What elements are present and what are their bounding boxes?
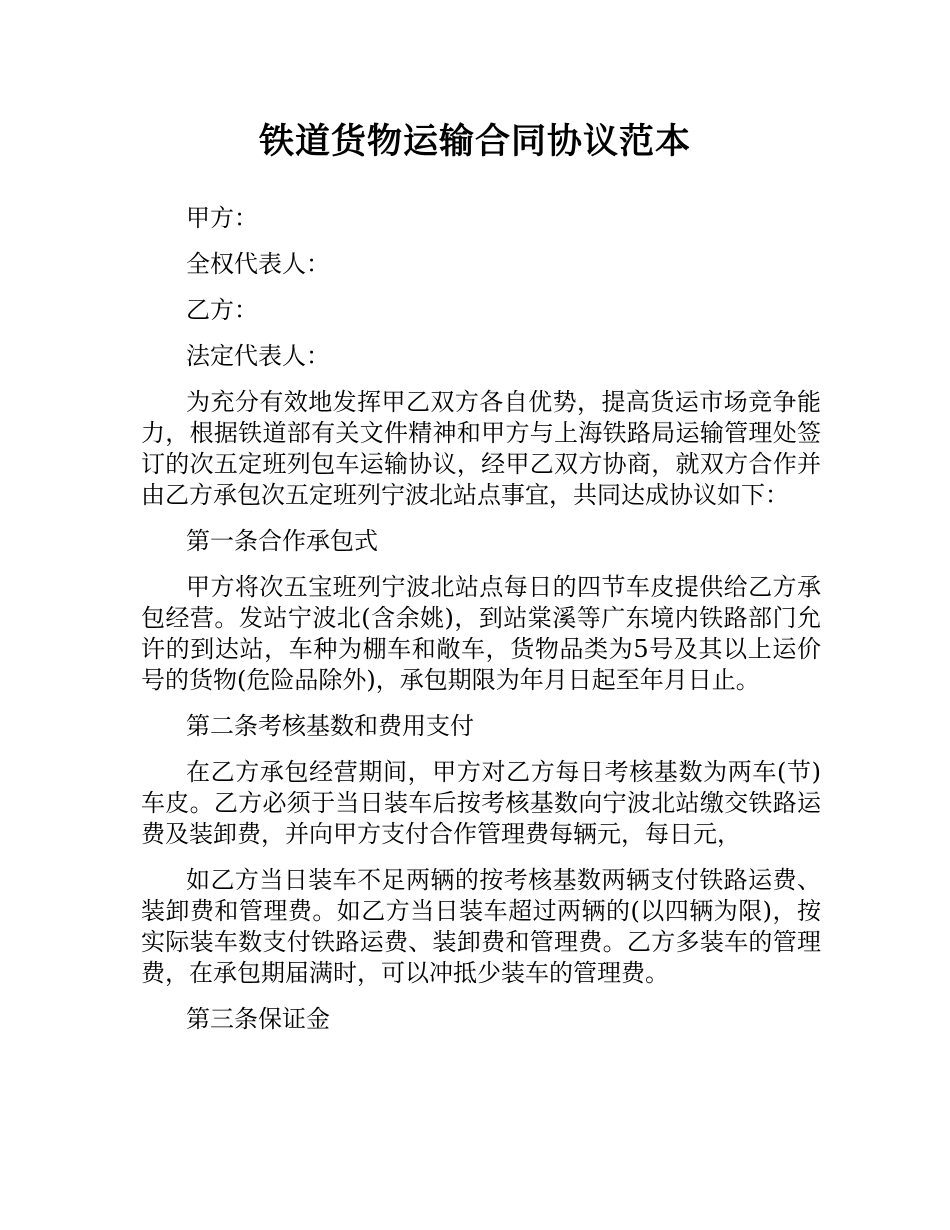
party-a-representative-line: 全权代表人： (186, 250, 330, 278)
article-1-heading: 第一条合作承包式 (186, 527, 378, 555)
party-b-line: 乙方： (186, 296, 258, 324)
preamble-paragraph: 为充分有效地发挥甲乙双方各自优势，提高货运市场竞争能力，根据铁道部有关文件精神和甲方与上海铁路局运输管理处签订的次五定班列包车运输协议，经甲乙双方协商，就双方合作并由乙方承包次五定班列宁波北站点事宜，共同达成协议如下： (141, 388, 821, 509)
document-title: 铁道货物运输合同协议范本 (258, 122, 691, 162)
article-2-paragraph-1: 在乙方承包经营期间，甲方对乙方每日考核基数为两车(节)车皮。乙方必须于当日装车后按考核基数向宁波北站缴交铁路运费及装卸费，并向甲方支付合作管理费每辆元，每日元， (141, 758, 821, 848)
article-2-heading: 第二条考核基数和费用支付 (186, 712, 474, 740)
party-b-legal-representative-line: 法定代表人： (186, 342, 330, 370)
party-a-line: 甲方： (186, 204, 258, 232)
article-3-heading: 第三条保证金 (186, 1005, 330, 1033)
document-body (141, 203, 821, 1050)
article-1-paragraph: 甲方将次五宝班列宁波北站点每日的四节车皮提供给乙方承包经营。发站宁波北(含余姚)，到站棠溪等广东境内铁路部门允许的到达站，车种为棚车和敞车，货物品类为5号及其以上运价号的货物(危险品除外)，承包期限为年月日起至年月日止。 (141, 573, 821, 694)
article-2-paragraph-2: 如乙方当日装车不足两辆的按考核基数两辆支付铁路运费、装卸费和管理费。如乙方当日装车超过两辆的(以四辆为限)，按实际装车数支付铁路运费、装卸费和管理费。乙方多装车的管理费，在承包期届满时，可以冲抵少装车的管理费。 (141, 866, 821, 987)
